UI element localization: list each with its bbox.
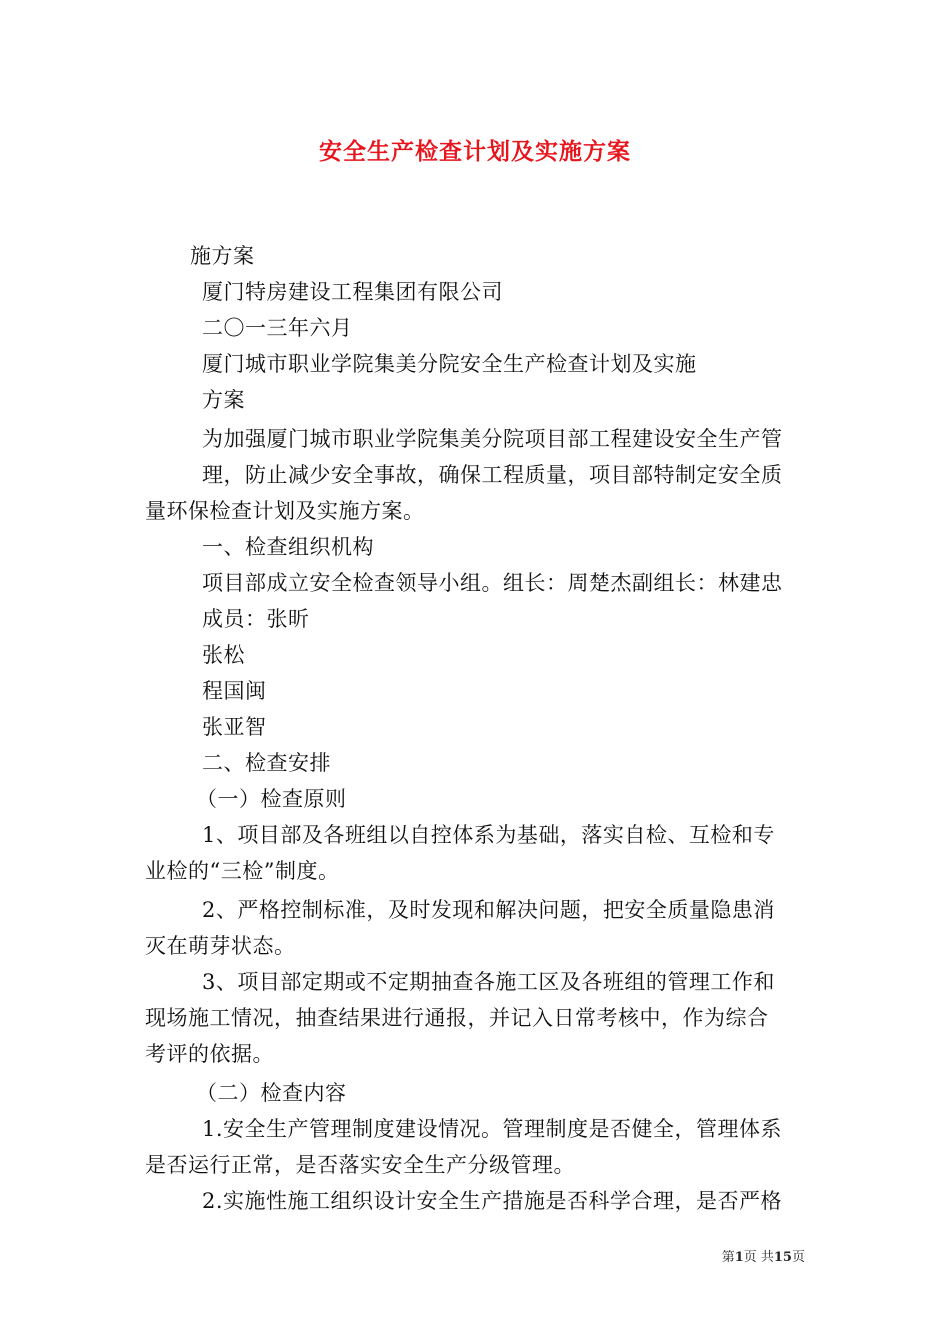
body-line: 1.安全生产管理制度建设情况。管理制度是否健全，管理体系	[202, 1117, 783, 1141]
body-line: 2、严格控制标准，及时发现和解决问题，把安全质量隐患消	[202, 898, 775, 922]
body-line: 1、项目部及各班组以自控体系为基础，落实自检、互检和专	[202, 823, 775, 847]
body-line: 现场施工情况，抽查结果进行通报，并记入日常考核中，作为综合	[145, 1006, 769, 1030]
footer-total-pages: 15	[773, 1250, 792, 1265]
page-footer	[722, 1246, 805, 1265]
footer-page-number: 1	[734, 1250, 744, 1265]
body-line: 量环保检查计划及实施方案。	[145, 499, 425, 523]
body-line: 张亚智	[202, 715, 267, 739]
body-line: 灭在萌芽状态。	[145, 934, 296, 958]
body-line: 考评的依据。	[145, 1042, 274, 1066]
footer-middle: 页 共	[743, 1250, 774, 1265]
body-line: 2.实施性施工组织设计安全生产措施是否科学合理，是否严格	[202, 1189, 783, 1213]
subsection-heading: （二）检查内容	[196, 1081, 347, 1105]
body-line: 是否运行正常，是否落实安全生产分级管理。	[145, 1153, 575, 1177]
body-line: 理，防止减少安全事故，确保工程质量，项目部特制定安全质	[202, 463, 783, 487]
body-line: 厦门特房建设工程集团有限公司	[202, 280, 503, 304]
body-line: 项目部成立安全检查领导小组。组长：周楚杰副组长：林建忠	[202, 571, 783, 595]
body-line: 业检的“三检”制度。	[145, 859, 340, 883]
footer-suffix: 页	[791, 1250, 805, 1265]
body-line: 二〇一三年六月	[202, 316, 353, 340]
body-line: 成员：张昕	[202, 607, 310, 631]
document-title: 安全生产检查计划及实施方案	[319, 138, 631, 165]
section-heading: 二、检查安排	[202, 751, 331, 775]
subsection-heading: （一）检查原则	[196, 787, 347, 811]
body-line: 为加强厦门城市职业学院集美分院项目部工程建设安全生产管	[202, 427, 783, 451]
section-heading: 一、检查组织机构	[202, 535, 374, 559]
body-line: 3、项目部定期或不定期抽查各施工区及各班组的管理工作和	[202, 970, 775, 994]
body-line: 程国闽	[202, 679, 267, 703]
footer-prefix: 第	[721, 1250, 735, 1265]
body-line: 张松	[202, 643, 245, 667]
body-line: 施方案	[190, 244, 255, 268]
body-line: 厦门城市职业学院集美分院安全生产检查计划及实施	[202, 352, 697, 376]
body-line: 方案	[202, 388, 245, 412]
